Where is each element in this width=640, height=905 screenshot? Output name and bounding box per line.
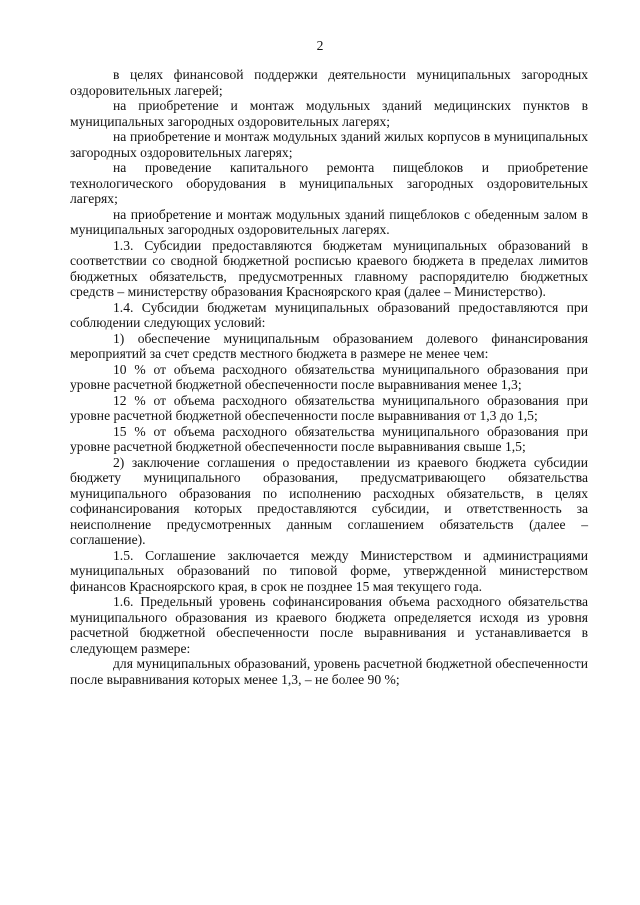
paragraph: 10 % от объема расходного обязательства муниципального образования при уровне расчетной бюджетной обеспеченности после выравнивания менее 1,3; (70, 361, 588, 392)
paragraph: 12 % от объема расходного обязательства муниципального образования при уровне расчетной бюджетной обеспеченности после выравнивания от 1,3 до 1,5; (70, 392, 588, 423)
paragraph: в целях финансовой поддержки деятельности муниципальных загородных оздоровительных лагерей; (70, 67, 588, 98)
paragraph: на проведение капитального ремонта пищеблоков и приобретение технологического оборудования в муниципальных загородных оздоровительных лагерях; (70, 160, 588, 206)
paragraph: для муниципальных образований, уровень расчетной бюджетной обеспеченности после выравнивания которых менее 1,3, – не более 90 %; (70, 656, 588, 687)
paragraph: 1) обеспечение муниципальным образованием долевого финансирования мероприятий за счет средств местного бюджета в размере не менее чем: (70, 330, 588, 361)
paragraph: 1.5. Соглашение заключается между Министерством и администрациями муниципальных образований по типовой форме, утвержденной министерством финансов Красноярского края, в срок не позднее 15 мая текущего года. (70, 547, 588, 594)
paragraph: 15 % от объема расходного обязательства муниципального образования при уровне расчетной бюджетной обеспеченности после выравнивания свыше 1,5; (70, 423, 588, 454)
paragraph: 1.3. Субсидии предоставляются бюджетам муниципальных образований в соответствии со сводной бюджетной росписью краевого бюджета в пределах лимитов бюджетных обязательств, предусмотренных главному распорядителю бюджетных средств – министерству образования Красноярского края (далее – Министерство). (70, 237, 588, 299)
document-body (70, 67, 588, 687)
paragraph: 2) заключение соглашения о предоставлении из краевого бюджета субсидии бюджету муниципального образования, предусматривающего обязательства муниципального образования по исполнению расходных обязательств, в целях софинансирования которых предоставляются субсидии, и ответственность за неисполнение предусмотренных данным соглашением обязательств (далее – соглашение). (70, 454, 588, 547)
paragraph: 1.6. Предельный уровень софинансирования объема расходного обязательства муниципального образования из краевого бюджета определяется исходя из уровня расчетной бюджетной обеспеченности после выравнивания и устанавливается в следующем размере: (70, 594, 588, 656)
paragraph: на приобретение и монтаж модульных зданий пищеблоков с обеденным залом в муниципальных загородных оздоровительных лагерях. (70, 206, 588, 237)
page-number: 2 (316, 38, 324, 53)
paragraph: на приобретение и монтаж модульных зданий жилых корпусов в муниципальных загородных оздоровительных лагерях; (70, 129, 588, 160)
paragraph: 1.4. Субсидии бюджетам муниципальных образований предоставляются при соблюдении следующих условий: (70, 299, 588, 330)
paragraph: на приобретение и монтаж модульных зданий медицинских пунктов в муниципальных загородных оздоровительных лагерях; (70, 98, 588, 129)
